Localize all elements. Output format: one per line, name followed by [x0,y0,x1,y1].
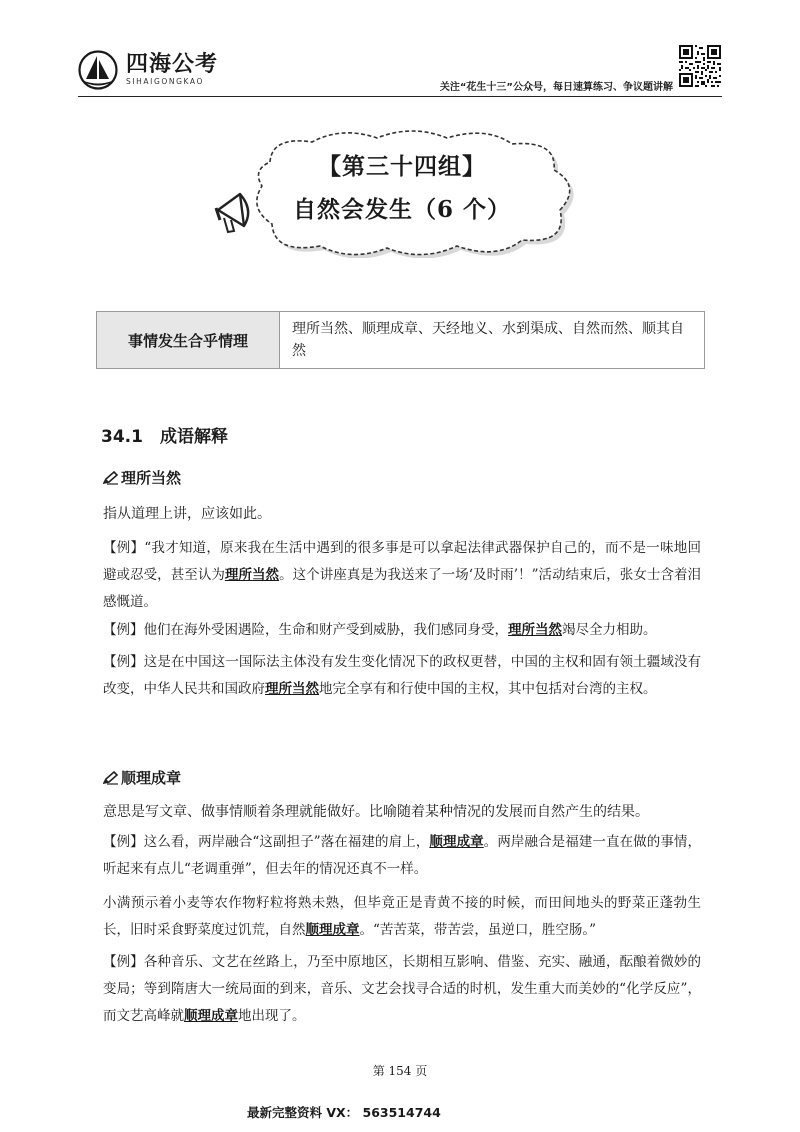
summary-table [96,311,705,369]
section-heading: 34.1 成语解释 [101,427,228,447]
pencil-icon [103,771,119,785]
pencil-icon [103,471,119,485]
highlighted-idiom: 顺理成章 [429,834,484,850]
group-subtitle: 自然会发生（6 个） [292,196,511,223]
contact-watermark: 最新完整资料 VX： 563514744 [247,1105,441,1120]
logo-cn-text: 四海公考 [126,52,219,77]
example-text: 地出现了。 [238,1008,306,1024]
example-text: 。两岸融合是福建一直在做的事情，听起来有点儿“老调重弹”，但去年的情况还真不一样。 [103,834,702,877]
example-text: 地完全享有和行使中国的主权，其中包括对台湾的主权。 [319,681,657,697]
entry-word: 顺理成章 [121,769,182,787]
entry-definition: 指从道理上讲，应该如此。 [103,506,271,522]
example-text: 。这个讲座真是为我送来了一场‘及时雨’！”活动结束后，张女士含着泪感慨道。 [103,567,702,610]
entry-definition: 意思是写文章、做事情顺着条理就能做好。比喻随着某种情况的发展而自然产生的结果。 [103,804,649,820]
page-number: 第 154 页 [372,1064,428,1078]
header-divider [78,96,722,97]
highlighted-idiom: 顺理成章 [305,922,360,938]
sailboat-logo-icon [78,50,118,90]
entry-heading [103,767,181,788]
entry-word: 理所当然 [121,469,182,487]
example-text: 【例】这么看，两岸融合“这副担子”落在福建的肩上， [103,834,430,850]
summary-idioms: 理所当然、顺理成章、天经地义、水到渠成、自然而然、顺其自然 [292,321,684,359]
example-paragraph [103,949,701,1030]
group-title: 【第三十四组】 [318,153,486,180]
highlighted-idiom: 理所当然 [508,622,562,638]
example-paragraph [103,829,701,883]
example-text: 小满预示着小麦等农作物籽粒将熟未熟，但毕竟正是青黄不接的时候，而田间地头的野菜正蓬勃生长，旧时采食野菜度过饥荒，自然 [103,895,701,938]
example-paragraph [103,649,701,703]
example-text: 【例】这是在中国这一国际法主体没有发生变化情况下的政权更替，中国的主权和固有领土疆域没有改变，中华人民共和国政府 [103,654,701,697]
summary-label: 事情发生合乎情理 [97,312,280,368]
example-text: 【例】他们在海外受困遇险，生命和财产受到威胁，我们感同身受， [103,622,508,638]
example-text: 。“苦苦菜，带苦尝，虽逆口，胜空肠。” [359,922,597,938]
example-text: 竭尽全力相助。 [562,622,657,638]
brand-logo [78,50,218,90]
header-tagline: 关注“花生十三”公众号，每日速算练习、争议题讲解 [439,82,673,93]
entry-heading [103,467,181,488]
highlighted-idiom: 理所当然 [265,681,319,697]
example-paragraph [103,617,701,644]
highlighted-idiom: 理所当然 [224,567,280,583]
qr-code-icon [679,45,721,87]
page-header [0,0,800,100]
example-paragraph [103,890,701,944]
logo-en-text: SIHAIGONGKAO [126,77,204,86]
example-text: 【例】“我才知道，原来我在生活中遇到的很多事是可以拿起法律武器保护自己的，而不是一味地回避或忍受，甚至认为 [103,540,701,583]
highlighted-idiom: 顺理成章 [184,1008,238,1024]
example-paragraph [103,535,701,616]
example-text: 【例】各种音乐、文艺在丝路上，乃至中原地区，长期相互影响、借鉴、充实、融通，酝酿着微妙的变局；等到隋唐大一统局面的到来，音乐、文艺会找寻合适的时机，发生重大而美妙的“化学反应”，而文艺高峰就 [103,954,701,1024]
